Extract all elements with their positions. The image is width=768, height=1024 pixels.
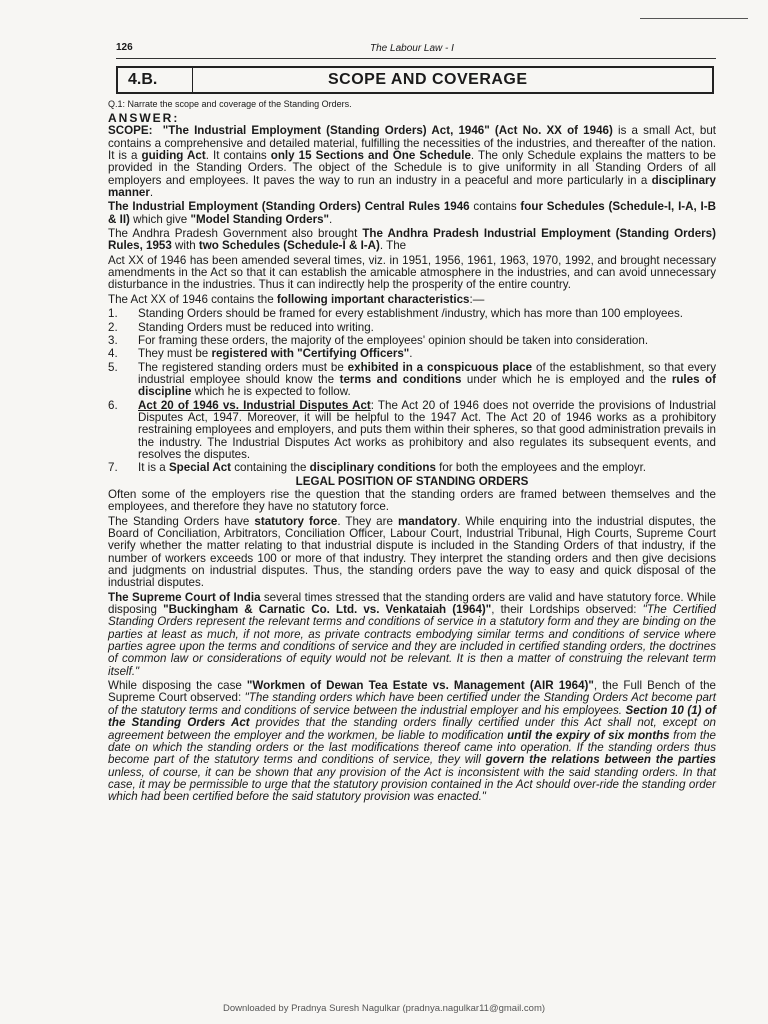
list-item: [108, 400, 716, 462]
act-name: "The Industrial Employment (Standing Orders) Act, 1946" (Act No. XX of 1946): [162, 124, 613, 138]
page-number: 126: [116, 42, 133, 53]
bold-run: The Supreme Court of India: [108, 590, 261, 604]
text-run: which he is expected to follow.: [191, 385, 351, 399]
section-divider: [192, 68, 193, 92]
text-run: The Andhra Pradesh Government also brought: [108, 227, 363, 241]
item-text: Standing Orders must be reduced into writing.: [138, 320, 374, 334]
text-run: which give: [129, 212, 191, 226]
bold-run: The Andhra Pradesh Industrial Employment (Standing Orders) Rules, 1953: [108, 227, 716, 253]
bold-run: "Workmen of Dewan Tea Estate vs. Management (AIR 1964)": [246, 679, 594, 693]
list-item: [108, 322, 716, 334]
legal-paragraph-4: [108, 680, 716, 803]
italic-quote: from the date on which the standing orders or the last modifications thereof came into operation. If the standing orders thus become part of the statutory terms and conditions of service, they will: [108, 728, 716, 767]
item-number: 5.: [108, 360, 118, 374]
text-run: The registered standing orders must be: [138, 360, 348, 374]
text-run: , their Lordships observed:: [491, 603, 643, 617]
bold-run: two Schedules (Schedule-I & I-A): [198, 239, 380, 253]
item-text: [138, 462, 716, 474]
list-item: [108, 308, 716, 320]
legal-position-heading: LEGAL POSITION OF STANDING ORDERS: [295, 474, 529, 488]
text-run: . While enquiring into the industrial disputes, the Board of Conciliation, Arbitrators, Conciliation Officer, Labour Court, Industrial Tribunal, High Courts, Supreme Court verify whether the matter relating to that industrial dispute is included in the Standing Orders of that industry, if the number of workers exceeds 100 or more of that industry. They interpret the standing orders and then give decisions and judgments on industrial disputes. Thus, the standing orders pave the way to easy and quick disposal of the industrial disputes.: [108, 514, 716, 590]
scope-label: SCOPE:: [108, 124, 153, 138]
item-number: 2.: [108, 320, 118, 334]
text-run: : The Act 20 of 1946 does not override the provisions of Industrial Disputes Act, 1947. Moreover, it will be helpful to the 1947 Act. The Act 20 of 1946 works as a prohibitory restraining employees and employers, and puts them within their spheres, so that good administration prevails in the industry. The Industrial Disputes Act works as prohibitory and also regulates its subsequent events, and resolves the disputes.: [138, 398, 716, 461]
bold-italic-run: until the expiry of six months: [507, 728, 670, 742]
item-number: 1.: [108, 307, 118, 321]
list-item: [108, 348, 716, 360]
italic-quote: unless, of course, it can be shown that any provision of the Act is inconsistent with the said standing orders. In that case, it may be permissible to urge that the statutory provision contained in the Act should over-ride the standing order which had been certified before the said statutory provision was enacted.": [108, 765, 716, 804]
bold-italic-run: Section 10 (1) of the Standing Orders Act: [108, 703, 716, 730]
bold-run: disciplinary manner: [108, 173, 716, 200]
text-run: . The only Schedule explains the matters to be provided in the Standing Orders. The object of the Schedule is to give uniformity in all Standing Orders of all employers and employees. It paves the way to run an industry in a peaceful and more particularly in a: [108, 149, 716, 187]
text-run: for both the employees and the employr.: [435, 461, 647, 475]
bold-run: "Buckingham & Carnatic Co. Ltd. vs. Venkataiah (1964)": [163, 603, 492, 617]
item-number: 6.: [108, 398, 118, 412]
text-run: The Act XX of 1946 contains the: [108, 292, 277, 306]
item-number: 4.: [108, 347, 118, 361]
ap-rules-paragraph: [108, 228, 716, 253]
text-run: is a small Act, but contains a comprehensive and detailed material, fulfilling the necessities of the industries, and thereafter of the nation. It is a: [108, 124, 716, 163]
characteristics-intro: [108, 294, 716, 306]
text-run: . The: [379, 239, 407, 253]
italic-quote: "The Certified Standing Orders represent the relevant terms and conditions of service in a statutory form and they are binding on the parties at least as much, if not more, as private contracts embodying similar terms and conditions of service where parties agree upon the terms and conditions of service and they are included in certified standing orders, the doctrines of common law or considerations of equity would not be relevant. It is then a matter of construing the relevant term itself.": [108, 603, 716, 678]
bold-run: four Schedules (Schedule-I, I-A, I-B & II): [108, 200, 716, 226]
text-run: It is a: [138, 461, 169, 475]
bold-run: following important characteristics: [276, 292, 470, 306]
text-run: containing the: [231, 461, 310, 475]
legal-paragraph-2: [108, 516, 716, 590]
text-run: several times stressed that the standing orders are valid and have statutory force. While disposing: [108, 590, 716, 617]
bold-run: statutory force: [254, 514, 338, 528]
bold-run: exhibited in a conspicuous place: [347, 360, 533, 374]
text-run: .: [409, 347, 413, 361]
text-run: . It contains: [205, 149, 271, 163]
amendments-paragraph: Act XX of 1946 has been amended several times, viz. in 1951, 1956, 1961, 1963, 1970, 1992, and brought necessary amendments in the Act so that it can establish the amicable atmosphere in the industries, and can avoid unnecessary disturbance in the industries. Thus it can indirectly help the prosperity of the entire country.: [108, 253, 716, 292]
item-number: 7.: [108, 461, 118, 475]
text-run: of the establishment, so that every industrial employee should know the: [138, 360, 716, 386]
running-title: The Labour Law - I: [370, 43, 454, 54]
bold-run: only 15 Sections and One Schedule: [270, 149, 471, 163]
bold-run: Special Act: [168, 461, 232, 475]
text-run: :—: [469, 292, 485, 306]
bold-run: rules of discipline: [138, 372, 716, 399]
bold-run: disciplinary conditions: [309, 461, 436, 475]
bold-run: "Model Standing Orders": [190, 212, 330, 226]
question: Q.1: Narrate the scope and coverage of the Standing Orders.: [108, 99, 352, 109]
bold-run: terms and conditions: [339, 372, 462, 386]
section-title: SCOPE AND COVERAGE: [328, 71, 528, 88]
text-run: .: [329, 212, 333, 226]
download-footer: Downloaded by Pradnya Suresh Nagulkar (pradnya.nagulkar11@gmail.com): [222, 1003, 546, 1014]
text-run: with: [171, 239, 199, 253]
bold-run: mandatory: [397, 514, 458, 528]
section-number: 4.B.: [128, 71, 158, 88]
item-text: [138, 362, 716, 399]
top-rule: [640, 18, 748, 19]
italic-quote: provides that the standing orders finally certified under this Act shall not, except on agreement between the employer and the workmen, be liable to modification: [108, 716, 716, 742]
central-rules-paragraph: [108, 201, 716, 226]
list-item: [108, 335, 716, 347]
item-text: [138, 400, 716, 462]
text-run: The Standing Orders have: [108, 514, 255, 528]
underlined-run: Act 20 of 1946 vs. Industrial Disputes Act: [138, 398, 371, 412]
text-run: contains: [469, 200, 521, 214]
legal-paragraph-1: Often some of the employers rise the question that the standing orders are framed between themselves and the employees, and therefore they have no statutory force.: [108, 487, 716, 514]
bold-run: registered with "Certifying Officers": [211, 347, 410, 361]
list-item: [108, 462, 716, 474]
item-number: 3.: [108, 333, 118, 347]
bold-run: guiding Act: [141, 149, 206, 163]
text-run: .: [149, 186, 154, 200]
item-text: For framing these orders, the majority of the employees' opinion should be taken into consideration.: [138, 333, 649, 347]
text-run: under which he is employed and the: [461, 372, 672, 386]
list-item: [108, 362, 716, 399]
document-body: [108, 98, 716, 806]
bold-italic-run: govern the relations between the parties: [485, 753, 716, 767]
text-run: , the Full Bench of the Supreme Court observed:: [108, 679, 716, 705]
section-heading-box: [116, 66, 714, 94]
scope-paragraph: [108, 125, 716, 199]
answer-label: ANSWER:: [108, 111, 180, 125]
italic-quote: "The standing orders which have been certified under the Standing Orders Act become part of the statutory terms and conditions of service between the industrial employer and his employees.: [108, 691, 716, 717]
bold-run: The Industrial Employment (Standing Orders) Central Rules 1946: [108, 200, 470, 214]
text-run: They must be: [138, 347, 212, 361]
text-run: While disposing the case: [108, 679, 247, 693]
item-text: [138, 348, 716, 360]
item-text: Standing Orders should be framed for every establishment /industry, which has more than 100 employees.: [138, 307, 683, 321]
legal-paragraph-3: [108, 592, 716, 678]
running-header: [116, 40, 716, 59]
text-run: . They are: [337, 514, 398, 528]
